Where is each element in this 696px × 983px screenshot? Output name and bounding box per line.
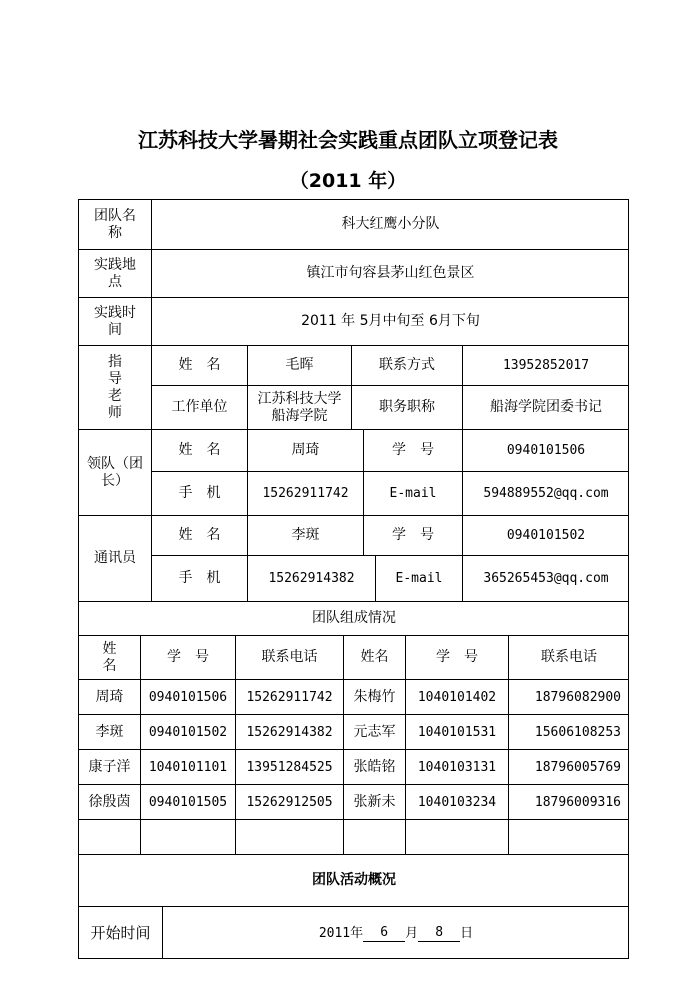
- members-header-name-2: 姓名: [344, 636, 406, 680]
- member-name: [79, 820, 141, 855]
- member-name: [344, 820, 406, 855]
- team-name-value: 科大红鹰小分队: [152, 200, 629, 250]
- advisor-contact: 13952852017: [463, 346, 629, 386]
- member-id: 1040101101: [141, 750, 236, 785]
- advisor-unit-label: 工作单位: [152, 386, 248, 430]
- registration-form-table: [78, 199, 629, 959]
- leader-name-label: 姓 名: [152, 430, 248, 472]
- start-day: 8: [418, 924, 460, 942]
- leader-id: 0940101506: [463, 430, 629, 472]
- advisor-name-label: 姓 名: [152, 346, 248, 386]
- member-name: 张皓铭: [344, 750, 406, 785]
- member-id: 1040101531: [406, 715, 509, 750]
- advisor-position-label: 职务职称: [352, 386, 463, 430]
- start-month: 6: [363, 924, 405, 942]
- members-header-name-1: 姓名: [79, 636, 141, 680]
- member-name: 元志军: [344, 715, 406, 750]
- advisor-label: 指导老师: [79, 346, 152, 430]
- correspondent-email: 365265453@qq.com: [463, 556, 629, 602]
- member-name: 徐殷茵: [79, 785, 141, 820]
- member-name: 周琦: [79, 680, 141, 715]
- member-name: 张新未: [344, 785, 406, 820]
- correspondent-id-label: 学 号: [364, 516, 463, 556]
- members-header-id-2: 学 号: [406, 636, 509, 680]
- leader-phone-label: 手 机: [152, 472, 248, 516]
- activity-section-title: 团队活动概况: [79, 855, 629, 907]
- correspondent-phone-label: 手 机: [152, 556, 248, 602]
- start-year: 2011: [318, 925, 351, 941]
- leader-email: 594889552@qq.com: [463, 472, 629, 516]
- members-header-id-1: 学 号: [141, 636, 236, 680]
- advisor-unit: 江苏科技大学船海学院: [248, 386, 352, 430]
- member-phone: 15262914382: [236, 715, 344, 750]
- leader-phone: 15262911742: [248, 472, 364, 516]
- location-value: 镇江市句容县茅山红色景区: [152, 250, 629, 298]
- correspondent-id: 0940101502: [463, 516, 629, 556]
- leader-email-label: E-mail: [364, 472, 463, 516]
- advisor-position: 船海学院团委书记: [463, 386, 629, 430]
- correspondent-phone: 15262914382: [248, 556, 376, 602]
- day-char: 日: [460, 925, 474, 941]
- member-phone: 15262911742: [236, 680, 344, 715]
- members-header-phone-2: 联系电话: [509, 636, 629, 680]
- month-char: 月: [405, 925, 419, 941]
- member-id: 1040103234: [406, 785, 509, 820]
- advisor-contact-label: 联系方式: [352, 346, 463, 386]
- correspondent-label: 通讯员: [79, 516, 152, 602]
- member-phone: 18796005769: [509, 750, 629, 785]
- member-phone: 18796009316: [509, 785, 629, 820]
- member-phone: 13951284525: [236, 750, 344, 785]
- correspondent-email-label: E-mail: [376, 556, 463, 602]
- member-phone: 15606108253: [509, 715, 629, 750]
- member-id: 0940101505: [141, 785, 236, 820]
- member-name: 朱梅竹: [344, 680, 406, 715]
- form-year: （2011 年）: [289, 170, 407, 192]
- member-name: 李斑: [79, 715, 141, 750]
- form-title: 江苏科技大学暑期社会实践重点团队立项登记表: [138, 128, 558, 152]
- member-id: 1040101402: [406, 680, 509, 715]
- time-value: 2011 年 5月中旬至 6月下旬: [152, 298, 629, 346]
- year-char: 年: [350, 925, 364, 941]
- member-phone: 15262912505: [236, 785, 344, 820]
- leader-id-label: 学 号: [364, 430, 463, 472]
- leader-name: 周琦: [248, 430, 364, 472]
- member-name: 康子洋: [79, 750, 141, 785]
- member-phone: 18796082900: [509, 680, 629, 715]
- member-id: 0940101506: [141, 680, 236, 715]
- time-label: 实践时间: [79, 298, 152, 346]
- member-phone: [509, 820, 629, 855]
- member-id: [406, 820, 509, 855]
- members-header-phone-1: 联系电话: [236, 636, 344, 680]
- members-section-title: 团队组成情况: [79, 602, 629, 636]
- location-label: 实践地点: [79, 250, 152, 298]
- advisor-name: 毛晖: [248, 346, 352, 386]
- correspondent-name-label: 姓 名: [152, 516, 248, 556]
- correspondent-name: 李斑: [248, 516, 364, 556]
- start-time-value: [163, 907, 629, 959]
- team-name-label: 团队名称: [79, 200, 152, 250]
- member-id: 0940101502: [141, 715, 236, 750]
- member-id: [141, 820, 236, 855]
- member-phone: [236, 820, 344, 855]
- member-id: 1040103131: [406, 750, 509, 785]
- start-time-label: 开始时间: [79, 907, 163, 959]
- leader-label: 领队（团长）: [79, 430, 152, 516]
